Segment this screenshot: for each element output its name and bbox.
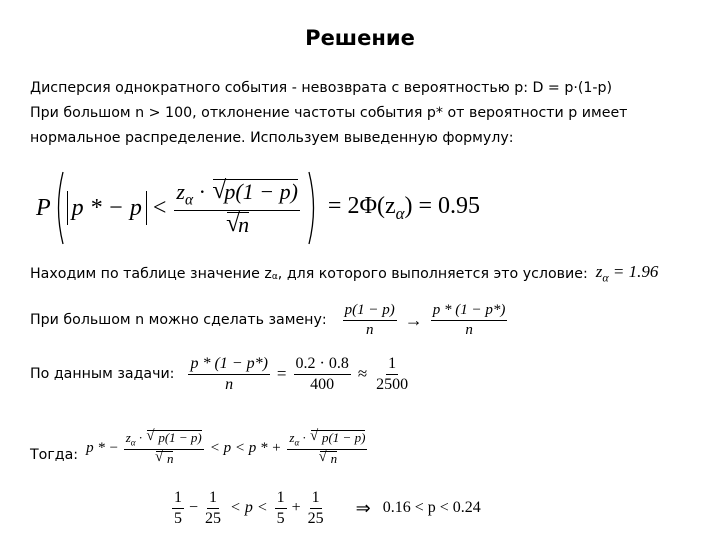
final-mid: < p < xyxy=(230,499,268,516)
rhs-expression xyxy=(328,193,480,224)
table-sub: α xyxy=(271,271,278,282)
task-den-3: 2500 xyxy=(376,375,409,393)
z-value: = 1.96 xyxy=(612,262,659,281)
implies-icon: ⇒ xyxy=(355,497,371,518)
alpha-sub-2: α xyxy=(602,270,609,285)
then-den-2 xyxy=(316,450,340,466)
abs-close xyxy=(146,191,147,225)
right-paren xyxy=(306,170,320,246)
final-line xyxy=(170,484,481,532)
final-num-3: 1 xyxy=(275,489,287,509)
then-z-2: z xyxy=(289,430,295,446)
then-dot-2: · xyxy=(302,430,306,446)
replace-den-1: n xyxy=(365,321,374,338)
then-line xyxy=(30,420,369,476)
replace-num-2: p * (1 − p*) xyxy=(431,302,508,321)
task-num-3: 1 xyxy=(386,355,398,375)
final-den-2: 25 xyxy=(205,509,222,527)
replace-den-2: n xyxy=(465,321,473,338)
lhs-expression: p * − p xyxy=(71,194,142,221)
then-text: Тогда: xyxy=(30,447,79,463)
z-alpha-value xyxy=(596,262,659,285)
task-fraction-2 xyxy=(294,355,351,393)
less-than: < xyxy=(152,194,167,221)
intro-line-2: При большом n > 100, отклонение частоты события p* от вероятности p имеет xyxy=(30,105,628,121)
then-left: p * − xyxy=(86,439,119,456)
final-result: 0.16 < p < 0.24 xyxy=(382,499,481,516)
task-den-1: n xyxy=(225,375,234,393)
then-z-1: z xyxy=(125,430,131,446)
final-num-4: 1 xyxy=(310,489,322,509)
equals-sign: = xyxy=(276,364,287,383)
final-fraction-2 xyxy=(203,489,223,527)
then-middle: < p < p * + xyxy=(209,439,282,456)
then-num-2 xyxy=(287,430,367,450)
final-den-1: 5 xyxy=(174,509,182,527)
rhs-left: = 2Φ(z xyxy=(327,192,396,219)
then-sqrt-n-2: √ n xyxy=(320,451,338,466)
intro-paragraph xyxy=(30,76,700,151)
then-num-1 xyxy=(124,430,204,450)
then-alpha-1: α xyxy=(130,437,136,448)
then-dot-1: · xyxy=(138,430,143,446)
sqrt-expression: √ p(1 − p) xyxy=(213,179,298,204)
replace-text: При большом n можно сделать замену: xyxy=(30,312,327,328)
final-minus: − xyxy=(189,499,199,516)
then-den-1 xyxy=(152,450,176,466)
main-fraction xyxy=(174,179,299,238)
then-sqrt-2: √ p(1 − p) xyxy=(311,430,365,445)
prob-symbol: P xyxy=(36,194,51,221)
final-den-4: 25 xyxy=(307,509,324,527)
table-lookup-line xyxy=(30,262,658,285)
intro-line-1: Дисперсия однократного события - невозврата с вероятностью p: D = p·(1-p) xyxy=(30,80,613,96)
task-den-2: 400 xyxy=(310,375,335,393)
table-text-2: , для которого выполняется это условие: xyxy=(277,265,588,282)
task-fraction-1 xyxy=(188,355,269,393)
task-num-2: 0.2 · 0.8 xyxy=(294,355,351,375)
task-data-line xyxy=(30,350,412,398)
main-formula xyxy=(36,170,480,246)
task-num-1: p * (1 − p*) xyxy=(188,355,269,375)
sqrt-n: √ n xyxy=(227,212,249,237)
then-fraction-1 xyxy=(124,430,204,466)
approx-sign: ≈ xyxy=(357,364,368,383)
replacement-line xyxy=(30,300,509,340)
main-numerator xyxy=(174,179,299,211)
then-sqrt-n-1: √ n xyxy=(156,451,174,466)
left-paren xyxy=(52,170,66,246)
final-num-1: 1 xyxy=(172,489,184,509)
dot-operator: · xyxy=(198,178,206,204)
rhs-right: ) = 0.95 xyxy=(404,192,480,219)
main-denominator xyxy=(223,211,251,237)
intro-line-3: нормальное распределение. Используем выведенную формулу: xyxy=(30,130,514,146)
table-text: Находим по таблице значение z xyxy=(30,265,272,282)
replace-num-1: p(1 − p) xyxy=(343,302,397,321)
then-alpha-2: α xyxy=(294,437,300,448)
final-den-3: 5 xyxy=(276,509,285,527)
page-title: Решение xyxy=(305,26,415,50)
final-fraction-3 xyxy=(275,489,287,527)
abs-open xyxy=(67,191,68,225)
arrow-icon: → xyxy=(404,309,423,330)
final-fraction-1 xyxy=(172,489,184,527)
replace-fraction-2 xyxy=(431,302,508,338)
rhs-alpha-sub: α xyxy=(395,203,405,223)
task-fraction-3 xyxy=(374,355,410,393)
z-symbol: z xyxy=(176,178,185,204)
then-sqrt-1: √ p(1 − p) xyxy=(147,430,201,445)
task-text: По данным задачи: xyxy=(30,366,175,382)
then-fraction-2 xyxy=(287,430,367,466)
alpha-sub: α xyxy=(184,191,194,209)
z-symbol-2: z xyxy=(595,262,603,281)
final-plus: + xyxy=(291,499,301,516)
final-fraction-4 xyxy=(306,489,326,527)
replace-fraction-1 xyxy=(343,302,397,338)
final-num-2: 1 xyxy=(207,489,219,509)
